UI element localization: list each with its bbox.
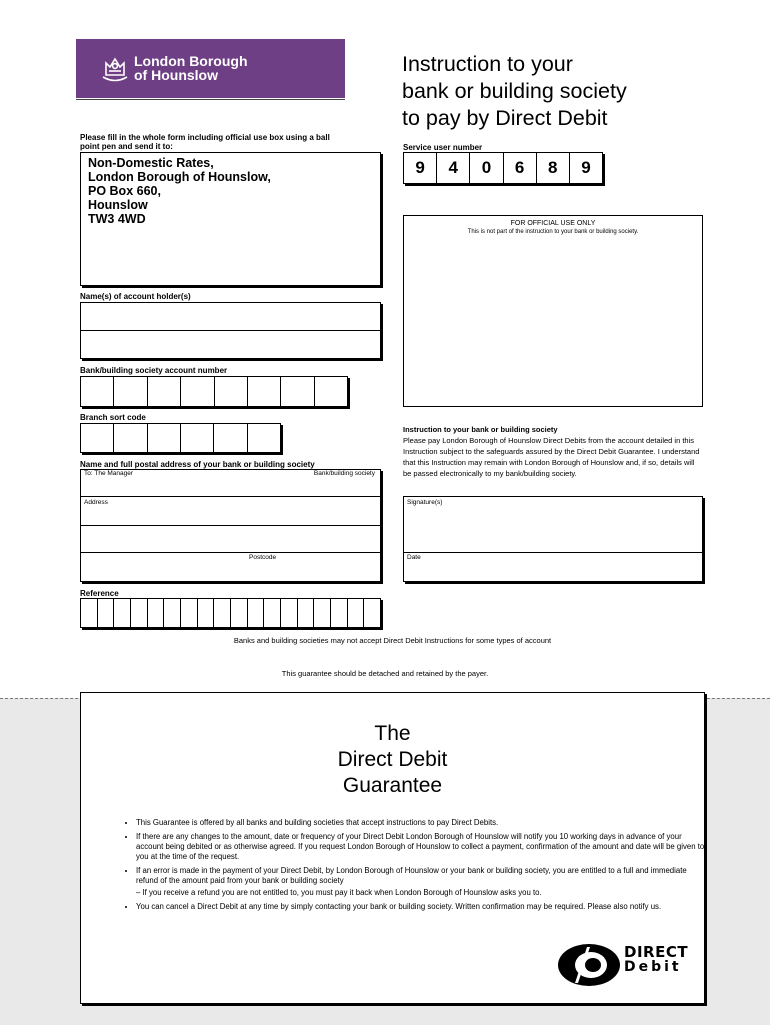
account-holders-label: Name(s) of account holder(s) [80, 292, 191, 301]
guarantee-panel [80, 692, 705, 1004]
reference-cell[interactable] [214, 599, 231, 627]
service-user-digit: 9 [404, 153, 437, 183]
account-holders-field[interactable] [80, 302, 381, 359]
account-number-label: Bank/building society account number [80, 366, 228, 375]
reference-cell[interactable] [364, 599, 380, 627]
sort-code-field[interactable] [80, 423, 281, 453]
bank-address-label: Name and full postal address of your bank or building society [80, 460, 315, 469]
digit-cell[interactable] [215, 377, 248, 406]
address-line: TW3 4WD [88, 212, 146, 226]
official-use-note: This is not part of the instruction to your bank or building society. [467, 229, 639, 235]
digit-cell[interactable] [214, 424, 247, 452]
digit-cell[interactable] [81, 424, 114, 452]
address-line: Non-Domestic Rates, [88, 156, 214, 170]
form-title: Instruction to your bank or building society to pay by Direct Debit [402, 52, 627, 130]
official-use-heading: FOR OFFICIAL USE ONLY [510, 220, 596, 227]
direct-debit-logo [557, 941, 703, 989]
reference-cell[interactable] [98, 599, 115, 627]
return-address-box [80, 152, 381, 286]
signature-label: Signature(s) [407, 499, 443, 506]
guarantee-list [121, 818, 706, 916]
digit-cell[interactable] [148, 424, 181, 452]
address-line: Hounslow [88, 198, 148, 212]
service-user-digit: 9 [581, 158, 591, 177]
reference-cell[interactable] [231, 599, 248, 627]
account-number-field[interactable] [80, 376, 348, 407]
guarantee-item: • This Guarantee is offered by all banks and building societies that accept instructions to pay Direct Debits. [136, 818, 706, 828]
bank-address-field[interactable] [80, 469, 381, 582]
reference-cell[interactable] [264, 599, 281, 627]
field-divider [81, 552, 380, 553]
guarantee-subitem: – If you receive a refund you are not entitled to, you must pay it back when London Borough of Hounslow asks you to. [136, 888, 542, 897]
logo-line-2: of Hounslow [134, 67, 218, 83]
reference-label: Reference [80, 589, 119, 598]
logo-line-1: London Borough [134, 53, 248, 69]
reference-cell[interactable] [198, 599, 215, 627]
service-user-label: Service user number [403, 143, 483, 152]
direct-debit-icon [557, 943, 621, 987]
reference-cell[interactable] [298, 599, 315, 627]
reference-field[interactable] [80, 598, 381, 628]
bank-building-society-label: Bank/building society [313, 470, 375, 477]
instruction-text [403, 424, 703, 479]
address-line: London Borough of Hounslow, [88, 170, 271, 184]
reference-cell[interactable] [81, 599, 98, 627]
service-user-digit: 6 [504, 153, 537, 183]
service-user-number [403, 152, 603, 184]
banks-note: Banks and building societies may not accept Direct Debit Instructions for some types of account [233, 636, 552, 645]
sort-code-label: Branch sort code [80, 413, 146, 422]
reference-cell[interactable] [131, 599, 148, 627]
date-label: Date [407, 554, 421, 561]
detach-note: This guarantee should be detached and retained by the payer. [281, 669, 489, 678]
instruction-heading: Instruction to your bank or building society [403, 425, 558, 434]
reference-cell[interactable] [281, 599, 298, 627]
reference-cell[interactable] [348, 599, 365, 627]
guarantee-item: • If an error is made in the payment of your Direct Debit, by London Borough of Hounslow or your bank or building society, you are entitled to a full and immediate refund of the amount paid from your bank or building society [136, 866, 706, 886]
field-divider [81, 496, 380, 497]
postcode-label: Postcode [249, 554, 277, 561]
reference-cell[interactable] [164, 599, 181, 627]
service-user-digit: 8 [537, 153, 570, 183]
digit-cell[interactable] [148, 377, 181, 406]
crest-icon [98, 51, 132, 85]
digit-cell[interactable] [81, 377, 114, 406]
field-divider [404, 552, 702, 553]
reference-cell[interactable] [314, 599, 331, 627]
field-divider [81, 525, 380, 526]
digit-cell[interactable] [248, 377, 281, 406]
logo-divider [76, 99, 345, 100]
digit-cell[interactable] [181, 424, 214, 452]
council-logo [76, 39, 345, 98]
digit-cell[interactable] [248, 424, 280, 452]
reference-cell[interactable] [331, 599, 348, 627]
digit-cell[interactable] [281, 377, 314, 406]
digit-cell[interactable] [315, 377, 347, 406]
reference-cell[interactable] [114, 599, 131, 627]
reference-cell[interactable] [248, 599, 265, 627]
logo-word-debit: Debit [624, 959, 682, 975]
reference-cell[interactable] [148, 599, 165, 627]
send-to-label: Please fill in the whole form including official use box using a ball point pen and send it to: [80, 133, 330, 151]
instruction-body: Please pay London Borough of Hounslow Direct Debits from the account detailed in this Instruction subject to the safeguards assured by the Direct Debit Guarantee. I understand that this Instruction may remain with London Borough of Hounslow and, if so, details will be passed electronically to my bank/building society. [403, 436, 700, 478]
digit-cell[interactable] [114, 377, 147, 406]
logo-word-direct: DIRECT [624, 943, 689, 961]
service-user-digit: 4 [437, 153, 470, 183]
to-manager-label: To: The Manager [84, 470, 134, 477]
service-user-digit: 0 [470, 153, 503, 183]
guarantee-item: • You can cancel a Direct Debit at any time by simply contacting your bank or building society. Written confirmation may be required. Please also notify us. [136, 902, 706, 912]
address-line: PO Box 660, [88, 184, 161, 198]
field-divider [81, 330, 380, 331]
signature-date-field[interactable] [403, 496, 703, 582]
digit-cell[interactable] [114, 424, 147, 452]
digit-cell[interactable] [181, 377, 214, 406]
official-use-box [403, 215, 703, 407]
guarantee-item: • If there are any changes to the amount, date or frequency of your Direct Debit London Borough of Hounslow will notify you 10 working days in advance of your account being debited or as otherwise agreed. If you request London Borough of Hounslow to collect a payment, confirmation of the amount and date will be given to you at the time of the request. [136, 832, 706, 862]
address-label: Address [84, 499, 108, 506]
reference-cell[interactable] [181, 599, 198, 627]
guarantee-title: The Direct Debit Guarantee [337, 722, 448, 797]
